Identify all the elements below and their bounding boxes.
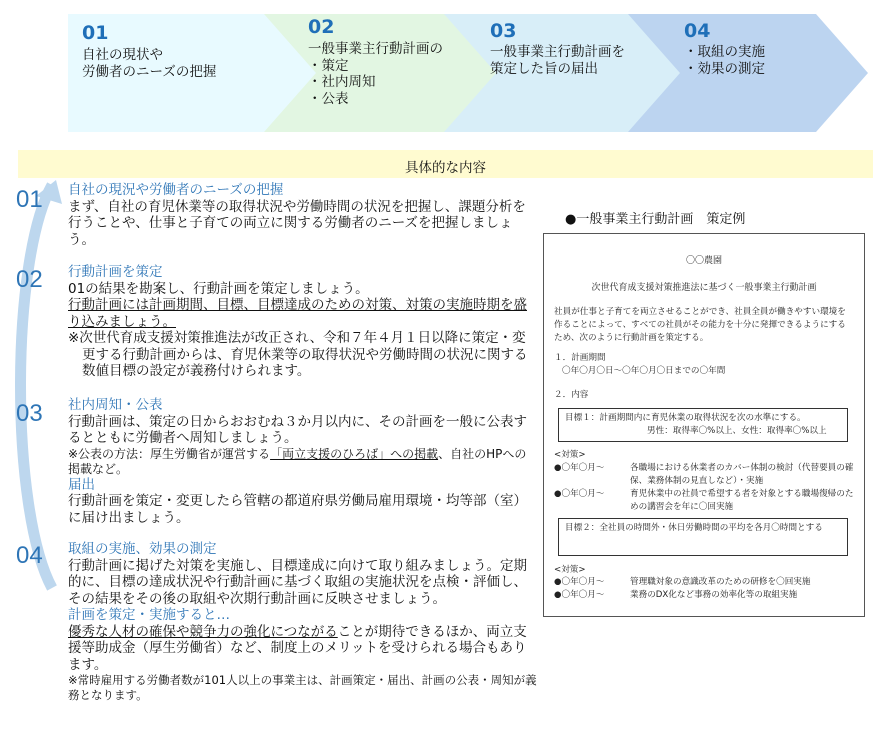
section-note: ※次世代育成支援対策推進法が改正され、令和７年４月１日以降に策定・変更する行動計画からは、育児休業等の取得状況や労働時間の状況に関する数値目標の設定が義務付けられます。 [68,330,528,379]
hiroba-link[interactable]: 「両立支援のひろば」への掲載 [270,446,439,461]
step-text: 一般事業主行動計画を 策定した旨の届出 [490,44,625,77]
example-intro: 社員が仕事と子育てを両立させることができ、社員全員が働きやすい環境を作ることによって、すべての社員がその能力を十分に発揮できるようにするため、次のように行動計画を策定する。 [554,307,846,343]
section-03 [68,397,534,526]
content-header-band [18,150,873,178]
example-measure-row [554,462,859,490]
section-body: 行動計画を策定・変更したら管轄の都道府県労働局雇用環境・均等部（室）に届け出ましょう。 [68,493,527,526]
example-title: ●一般事業主行動計画 策定例 [565,212,746,227]
step-number: 01 [82,22,109,44]
section-body: 行動計画に掲げた対策を実施し、目標達成に向けて取り組みましょう。定期的に、目標の達成状況や行動計画に基づく取組の実施状況を点検・評価し、その結果をその後の取組や次期行動計画に反映させましょう。 [68,557,527,607]
measure-what: 業務のDX化など事務の効率化等の取組実施 [630,590,798,600]
measure-when: ●〇年〇月～ [554,590,605,600]
measure-what: 各職場における休業者のカバー体制の検討（代替要員の確保、業務体制の見直しなど）・実施 [630,463,854,486]
section-body-rest: ことが期待できるほか、両立支援等助成金（厚生労働省）など、制度上のメリットを受けられる場合もあります。 [68,623,527,673]
section-heading: 取組の実施、効果の測定 [68,541,217,557]
section-number-03: 03 [16,400,43,427]
note-text: 、自社のHPへの掲載など。 [68,446,527,476]
measure-what: 管理職対象の意識改革のための研修を〇回実施 [630,577,811,587]
note-text: ※公表の方法：厚生労働省が運営する [68,446,271,461]
measure-what: 育児休業中の社員で希望する者を対象とする職場復帰のための講習会を年に〇回実施 [630,489,854,512]
section-note [68,447,534,477]
section-04 [68,541,538,702]
example-content-label: ２．内容 [554,390,589,400]
example-measures-label: <対策> [554,565,586,575]
content-header-title: 具体的な内容 [405,160,486,176]
example-company: 〇〇農園 [685,256,722,266]
example-period-label: １．計画期間 [554,353,606,363]
goal-text: 目標２：全社員の時間外・休日労働時間の平均を各月〇時間とする [565,523,823,533]
measure-when: ●〇年〇月～ [554,577,605,587]
step-04-chevron [628,14,868,132]
step-number: 03 [490,20,517,42]
section-heading: 自社の現況や労働者のニーズの把握 [68,182,284,198]
goal-sub-text: 男性：取得率〇%以上、女性：取得率〇%以上 [647,426,827,436]
process-steps [68,14,868,132]
section-body: まず、自社の育児休業等の取得状況や労働時間の状況を把握し、課題分析を行うことや、仕事と子育ての両立に関する労働者のニーズを把握しましょう。 [68,198,526,248]
section-number-04: 04 [16,542,43,569]
section-note: ※常時雇用する労働者数が101人以上の事業主は、計画策定・届出、計画の公表・周知が義務となります。 [68,673,537,702]
section-heading: 届出 [68,476,95,493]
step-text: 自社の現状や 労働者のニーズの把握 [82,47,217,80]
example-goal-2 [558,518,848,556]
example-measure-row [554,488,859,516]
section-heading: 行動計画を策定 [68,264,163,280]
section-number-01: 01 [16,186,43,213]
cycle-arrow-icon [0,180,70,600]
section-body: 行動計画は、策定の日からおおむね３か月以内に、その計画を一般に公表するとともに労働者へ周知しましょう。 [68,413,527,446]
section-number-02: 02 [16,266,43,293]
measure-when: ●〇年〇月～ [554,463,605,473]
example-goal-1 [558,408,848,442]
section-body: 01の結果を勘案し、行動計画を策定しましょう。 [68,280,369,297]
example-measure-row [554,589,859,603]
step-number: 02 [308,16,335,38]
measure-when: ●〇年〇月～ [554,489,605,499]
section-heading: 社内周知・公表 [68,397,163,413]
section-body [68,624,538,674]
example-measures-label: <対策> [554,450,586,460]
section-02 [68,264,534,380]
section-underlined-text: 優秀な人材の確保や競争力の強化につながる [68,623,338,640]
step-number: 04 [684,20,711,42]
step-text: ・取組の実施 ・効果の測定 [684,44,765,77]
step-text: 一般事業主行動計画の ・策定 ・社内周知 ・公表 [308,41,443,107]
section-heading: 計画を策定・実施すると… [68,607,230,623]
example-doc-title: 次世代育成支援対策推進法に基づく一般事業主行動計画 [591,283,817,293]
example-period-value: 〇年〇月〇日～〇年〇月〇日までの〇年間 [562,366,726,376]
example-plan-box [543,233,865,617]
section-01 [68,182,534,248]
example-measure-row [554,576,859,590]
section-underlined-text: 行動計画には計画期間、目標、目標達成のための対策、対策の実施時期を盛り込みましょう。 [68,297,527,330]
goal-text: 目標１：計画期間内に育児休業の取得状況を次の水準にする。 [565,413,806,423]
